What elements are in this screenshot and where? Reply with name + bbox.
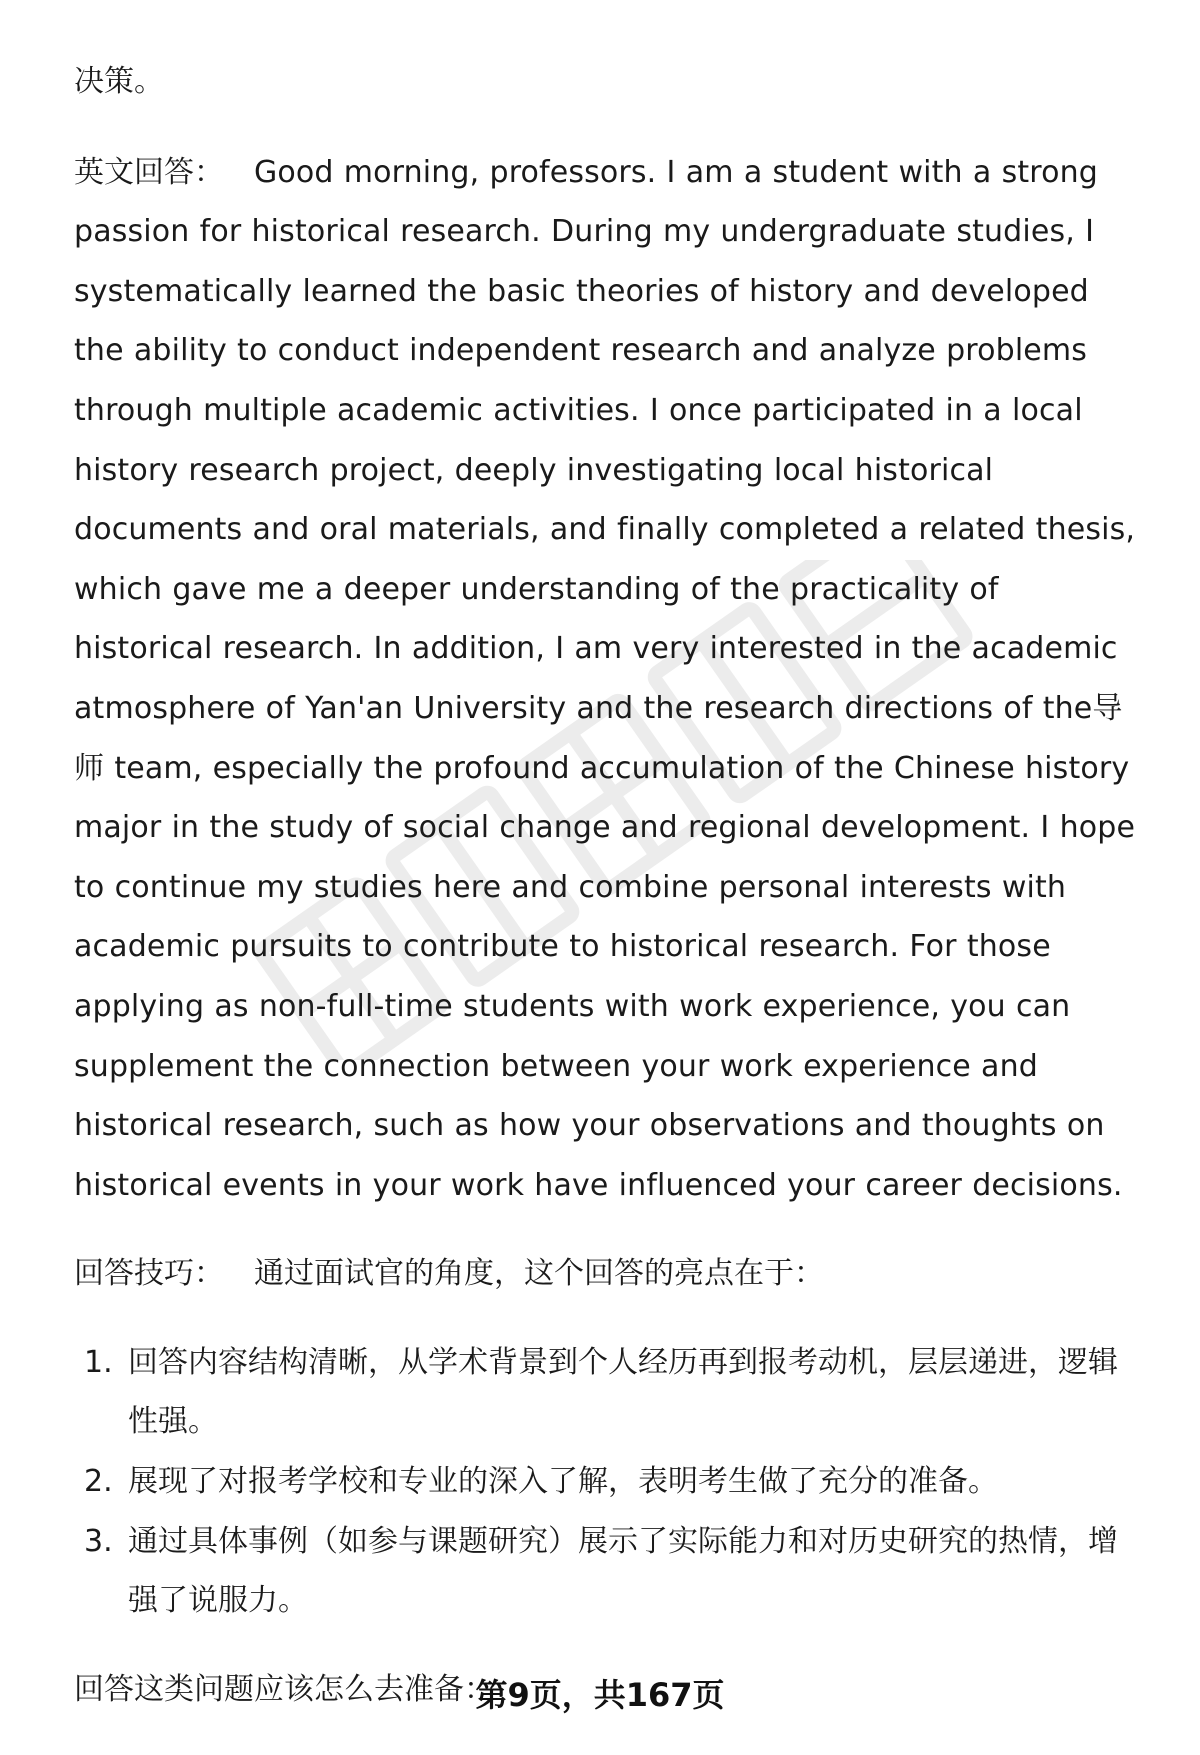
english-answer-text: Good morning, professors. I am a student with a strong passion for historical research. During my undergraduate studies, I systematically learned the basic theories of history and developed the ability to conduct independent research and analyze problems through multiple academic activities. I once participated in a local history research project, deeply investigating local historical documents and oral materials, and finally completed a related thesis, which gave me a deeper understanding of the practicality of historical research. In addition, I am very interested in the academic atmosphere of Yan'an University and the research directions of the导师 team, especially the profound accumulation of the Chinese history major in the study of social change and regional development. I hope to continue my studies here and combine personal interests with academic pursuits to contribute to historical research. For those applying as non-full-time students with work experience, you can supplement the connection between your work experience and historical research, such as how your observations and thoughts on historical events in your work have influenced your career decisions.	[74, 154, 1136, 1203]
english-answer-paragraph	[74, 143, 1144, 1216]
list-item-text: 展现了对报考学校和专业的深入了解，表明考生做了充分的准备。	[128, 1464, 998, 1500]
tips-label: 回答技巧：	[74, 1256, 224, 1292]
list-item-number: 2.	[84, 1464, 113, 1500]
page-number-footer: 第9页，共167页	[475, 1676, 725, 1714]
continued-text: 决策。	[74, 64, 164, 99]
document-body	[74, 52, 1144, 1748]
list-item-text: 通过具体事例（如参与课题研究）展示了实际能力和对历史研究的热情，增强了说服力。	[128, 1523, 1118, 1619]
preparation-heading: 回答这类问题应该怎么去准备：	[74, 1671, 494, 1707]
list-item	[74, 1452, 1144, 1512]
tips-list	[74, 1333, 1144, 1631]
list-item-number: 1.	[84, 1344, 113, 1380]
list-item	[74, 1333, 1144, 1452]
list-item-number: 3.	[84, 1523, 113, 1559]
list-item-text: 回答内容结构清晰，从学术背景到个人经历再到报考动机，层层递进，逻辑性强。	[128, 1344, 1118, 1440]
tips-intro-text: 通过面试官的角度，这个回答的亮点在于：	[254, 1256, 824, 1292]
tips-intro-paragraph	[74, 1244, 1144, 1304]
list-item	[74, 1512, 1144, 1631]
english-answer-label: 英文回答：	[74, 154, 224, 190]
